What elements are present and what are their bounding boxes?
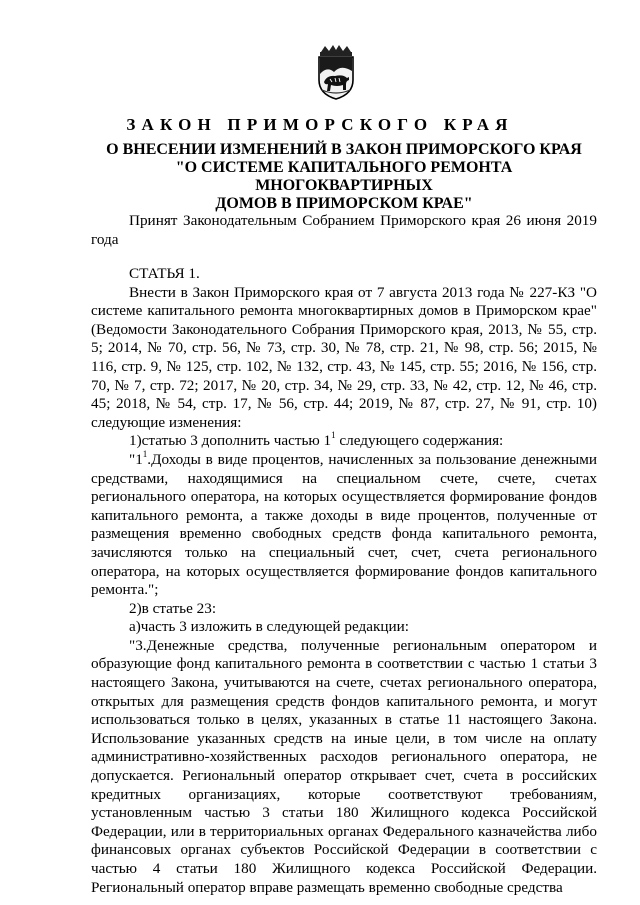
superscript: 1 [331,430,336,441]
article-body [91,265,597,897]
coat-of-arms-icon [313,44,359,100]
article-intro-paragraph: Внести в Закон Приморского края от 7 августа 2013 года № 227-КЗ "О системе капитального ремонта многоквартирных домов в Приморском крае" (Ведомости Законодательного Собрания Приморского края, 2013, № 55, стр. 5; 2014, № 70, стр. 56, № 73, стр. 30, № 78, стр. 21, № 98, стр. 56; 2015, № 116, стр. 9, № 125, стр. 102, № 132, стр. 43, № 145, стр. 55; 2016, № 156, стр. 70, № 7, стр. 72; 2017, № 20, стр. 34, № 29, стр. 33, № 42, стр. 12, № 46, стр. 45; 2018, № 54, стр. 17, № 56, стр. 44; 2019, № 87, стр. 27, № 91, стр. 10) следующие изменения: [91,283,597,431]
article-heading: СТАТЬЯ 1. [129,265,200,282]
subtitle-line: "О СИСТЕМЕ КАПИТАЛЬНОГО РЕМОНТА МНОГОКВАРТИРНЫХ [175,159,513,194]
quoted-part-1-1 [91,448,597,600]
quote1-text: .Доходы в виде процентов, начисленных за пользование денежными средствами, находящимися на специальном счете, счете, счетах регионального оператора, на которых осуществляется формирование фондов капитального ремонта, а также доходы в виде процентов, полученные от размещения временно свободных средств фонда капитального ремонта, зачисляются только на специальный счет, счет, счета регионального оператора, на которых осуществляется формирование фондов капитального ремонта."; [91,450,597,599]
law-subtitle [91,141,597,213]
item1-text: 1)статью 3 дополнить частью 1 [129,432,332,450]
subtitle-line: О ВНЕСЕНИИ ИЗМЕНЕНИЙ В ЗАКОН ПРИМОРСКОГО КРАЯ [106,141,582,158]
superscript: 1 [142,448,148,459]
amendment-item-1 [91,432,597,451]
adoption-statement: Принят Законодательным Собранием Приморского края 26 июня 2019 года [91,212,597,248]
item1-text-end: следующего содержания: [335,432,504,450]
coat-of-arms-emblem [313,44,359,100]
quote1-start: "1 [129,450,143,468]
subtitle-line: ДОМОВ В ПРИМОРСКОМ КРАЕ" [215,195,473,212]
law-title: ЗАКОН ПРИМОРСКОГО КРАЯ [126,115,514,134]
quoted-part-3: "3.Денежные средства, полученные региональным оператором и образующие фонд капитального ремонта в соответствии с частью 1 статьи 3 настоящего Закона, учитываются на счете, счетах регионального оператора, открытых для размещения средств фондов капитального ремонта, и могут использоваться только в целях, указанных в статье 11 настоящего Закона. Использование указанных средств на иные цели, в том числе на оплату административно-хозяйственных расходов регионального оператора, не допускается. Региональный оператор открывает счет, счета в российских кредитных организациях, которые соответствуют требованиям, установленным частью 3 статьи 180 Жилищного кодекса Российской Федерации, или в территориальных органах Федерального казначейства либо финансовых органах субъектов Российской Федерации в соответствии с частью 4 статьи 180 Жилищного кодекса Российской Федерации. Региональный оператор вправе размещать временно свободные средства [91,636,597,896]
amendment-item-2: 2)в статье 23: [129,599,217,617]
amendment-item-2a: а)часть 3 изложить в следующей редакции: [129,618,410,636]
